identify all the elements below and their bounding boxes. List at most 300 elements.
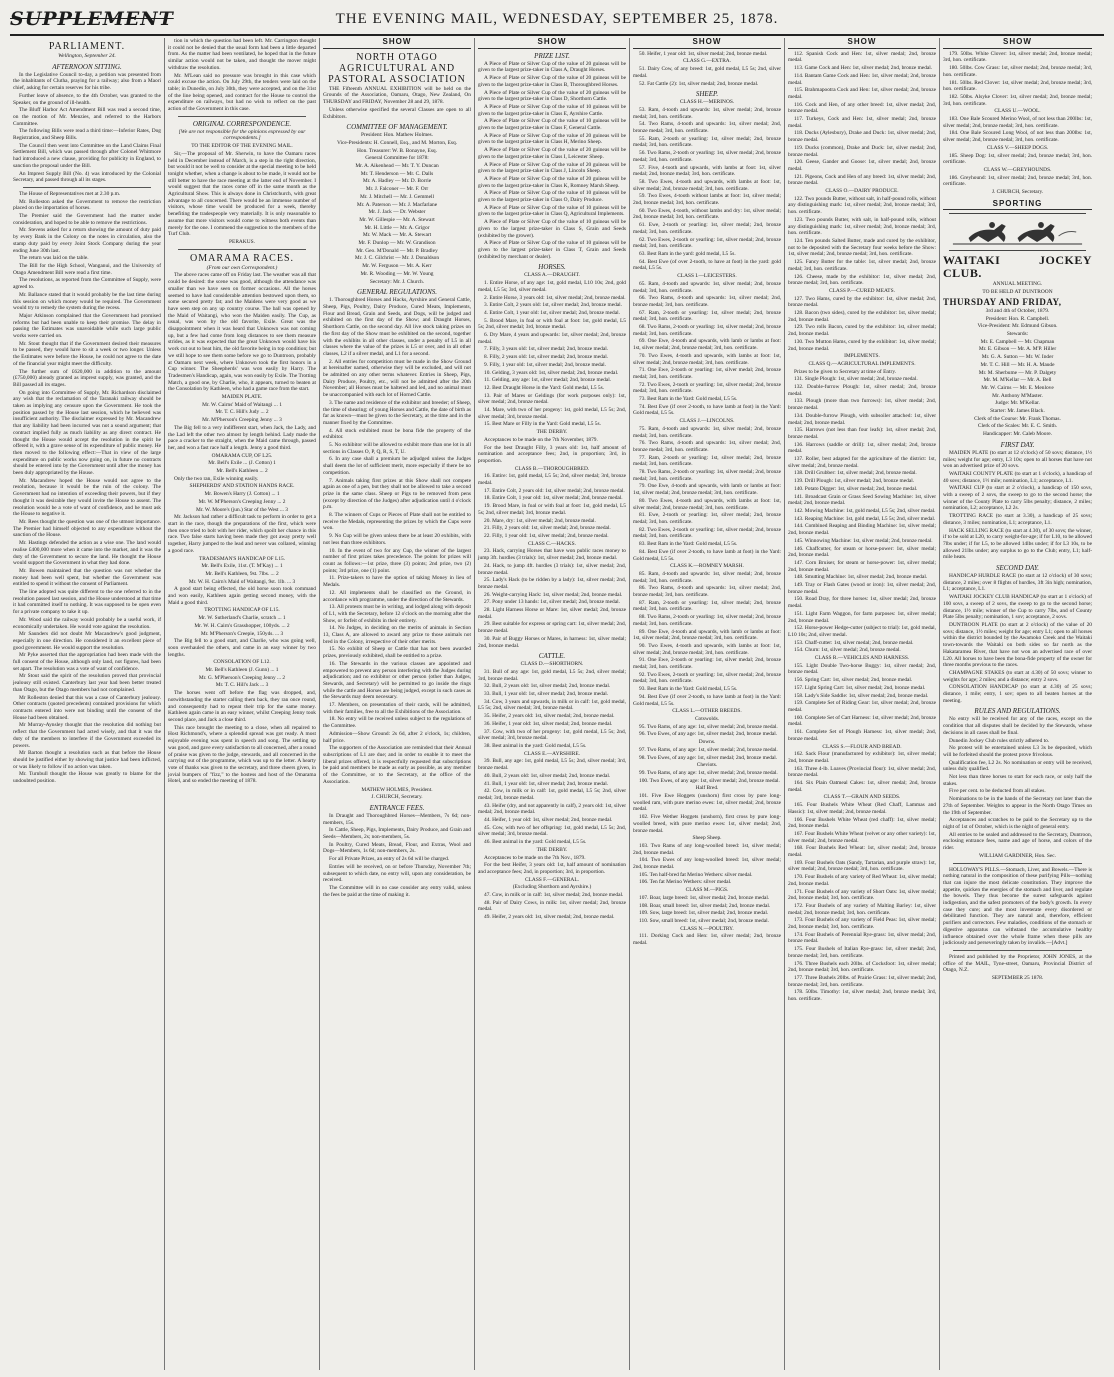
centered-line: TRADESMAN'S HANDICAP OF L15. [198,555,286,562]
centered-line: President: Hon. Mathew Holmes. [360,132,433,139]
centered-line: Mr. R. Wooding — Mr. W. Young [360,270,434,277]
centered-line: Mr. A. Hadley — Mr. D. Borrie [362,178,432,185]
paragraph: 24. Hack, to jump 4ft. hurdles (3 trials): 1st, silver medal; 2nd, bronze medal. [478,562,626,576]
paragraph: 141. Broadcast Grain or Grass Seed Sowing Machine: 1st, silver medal; 2nd, bronze medal. [788,493,936,507]
centered-line: CLASS G.—EXTRA. [682,58,732,65]
paragraph: 39. Bull, any age: 1st, gold medal, L5 5s; 2nd, silver medal; 3rd, bronze medal. [478,758,626,772]
paragraph: 133. Plough (more than two furrows): 1st, silver medal; 2nd, bronze medal. [788,398,936,412]
centered-line: Hon. Treasurer: W. B. Bonayne, Esq. [357,147,437,154]
centered-line: Stewards: [1006,330,1029,337]
subheading: SECOND DAY. [996,564,1039,573]
paragraph: A Piece of Plate or Silver Cup of the value of 10 guineas will be given to the largest prize-taker in Class E, Ayrshire Cattle. [478,103,626,117]
paragraph: 97. Two Rams, of any age: 1st, silver medal; 2nd, bronze medal. [639,746,778,753]
paragraph: 181. 50lbs. Red Clover: 1st, silver medal; 2nd, bronze medal; 3rd, hon. certificate. [943,79,1092,93]
paragraph: 150. Road Dray, for three horses: 1st, silver medal; 2nd, bronze medal. [788,596,936,610]
centered-line: 3rd and 4th of October, 1879. [985,307,1050,314]
paragraph: 4. Entire Colt, 1 year old: 1st, silver medal; 2nd, bronze medal. [484,309,620,316]
paragraph: 10. Gelding, 3 years old: 1st, silver medal; 2nd, bronze medal. [484,369,619,376]
paragraph: DUNTROON PLATE (to start at 2 o'clock) of the value of 20 sovs; distance, 1½ miles; weight for age; entry L1; open to all horses within the district bounded by the Awamoko Creek and the Waitaki town-towards the Waitaki on both sides so far north as the Hakataramea River, that have not won an advertised race of over L20. All horses to have been the bona-fide property of the owner for three months previous to the races. [943,622,1092,669]
paragraph: Acceptances and scratches to be paid to the Secretary up to the night of 1st of October, which is the night of general entry. [943,817,1092,830]
centered-line: CLASS V.—SHEEP DOGS. [986,144,1049,151]
paragraph: Mr. Rees thought the question was one of the utmost importance. The Premier had himself objected to any expenditure without the sanction of the House. [13,519,161,539]
paragraph: 140. Potato Digger: 1st, silver medal; 2nd, bronze medal. [794,485,918,492]
paragraph: Mr Stout said the spirit of the resolution proved that provincial jealousy still existed. Canterbury last year had been better treated than Otago, but the Otago members had not complained. [13,673,161,693]
paragraph: 171. Four Bushels of any variety of Short Oats: 1st, silver medal; 2nd, bronze medal; 3rd, hon. certificate. [788,888,936,902]
paragraph: Printed and published by the Proprietor, JOHN JONES, at the office of the MAIL, Tyne-street, Oamaru, Provincial District of Otago, N.Z. [943,953,1092,974]
centered-line: CLASS L.—OTHER BREEDS. [672,708,742,715]
paragraph: 52. Fat Cattle (2): 1st, silver medal; 2nd, bronze medal. [639,80,759,87]
paragraph: 47. Cow, in milk or in calf: 1st, silver medal; 2nd, bronze medal. [484,892,624,899]
column-6 [785,38,940,1370]
centered-line: WILLIAM GARDINER, Hon. Sec. [979,852,1056,859]
centered-line: J. CHURCH, Secretary. [991,189,1044,196]
subheading: GENERAL REGULATIONS. [356,288,438,297]
centered-line: Mr. G. M'Pherson's Creeping Jenny ... 2 [198,674,286,681]
paragraph: 3. Entire Colt, 2 years old: 1st, silver medal; 2nd, bronze medal. [484,302,623,309]
paragraph: Mr Rolleston denied that this was a case of Canterbury jealousy. Other contracts (quoted precedents) contained provisions for which contracts entered into were not binding until the consent of the House had been obtained. [13,694,161,721]
paragraph: Mr. Turnbull thought the House was greatly to blame for the undoubted position. [13,771,161,785]
paragraph: 142. Mowing Machine: 1st, gold medal, L5 5s; 2nd, silver medal. [794,508,936,514]
column-4 [475,38,630,1370]
paragraph: 40. Bull, 2 years old: 1st, silver medal; 2nd, bronze medal. [484,772,611,779]
paragraph: 81. Ewe, 2-tooth or yearling: 1st, silver medal; 2nd, bronze medal; 3rd, hon. certificate. [633,512,781,525]
column-heading: SHOW [943,38,1092,49]
paragraph: 91. One Ewe, 2-tooth or yearling: 1st, silver medal; 2nd, bronze medal; 3rd, hon. certificate. [633,657,781,671]
centered-line: Mr. W. Gillespie — Mr. A. Stewart [359,216,435,223]
paragraph: tion in which the question had been left. Mr. Carrington thought it could not be denied that the usual form had been a little departed from. As the matter had been ventilated, he hoped that in the future similar action would not be taken, and thought the mover might withdraw the resolution. [168,38,316,71]
paragraph: 120. Geese, Gander and Goose: 1st, silver medal; 2nd, bronze medal. [788,159,936,172]
paragraph: 88. Two Rams, 2-tooth or yearling: 1st, silver medal; 2nd, bronze medal; 3rd, hon. certificate. [633,614,781,627]
subheading: SHEEP. [695,90,719,99]
paragraph: Unless otherwise specified the several Classes are open to all Exhibitors. [323,106,471,120]
centered-line: Mr. M'Pherson's Creepie, 150yds. ... 3 [200,630,284,637]
subheading: ORIGINAL CORRESPONDENCE. [192,119,292,128]
paragraph: Mr Barton thought a resolution such as that before the House should be justified either by showing that justice had been inflicted, or was likely to follow if no action was taken. [13,750,161,770]
display-title: WAITAKI JOCKEY CLUB. [943,253,1092,281]
centered-line: Mr. W. M'Pherson's Creeping Jenny ... 2 [198,498,286,505]
centered-line: CLASS M.—PIGS. [685,887,729,894]
centered-line: Mr. W. Cairns' Maid of Waitangi ... 1 [202,401,282,408]
paragraph: 76. Two Rams, 4-tooth and upwards: 1st, silver medal; 2nd, bronze medal; 3rd, hon. certificate. [633,440,781,453]
subheading: AFTERNOON SITTING. [52,62,122,71]
paragraph: 107. Boar, large breed: 1st, silver medal; 2nd, bronze medal. [639,894,770,901]
paragraph: 184. One Bale Scoured Long Wool, of not less than 200lbs: 1st, silver medal; 2nd, bronze medal; 3rd, hon. certificate. [943,130,1092,144]
paragraph: 130. Two Mutton Hams, cured by the exhibitor: 1st, silver medal; 2nd, bronze medal. [788,338,936,352]
paragraph: 36. Heifer, 1 year old: 1st, silver medal; 2nd, bronze medal. [484,720,613,727]
paragraph: 42. Cow, in milk or in calf: 1st, gold medal, L5 5s; 2nd, silver medal; 3rd, bronze medal. [478,788,626,801]
paragraph: 14. Mare, with two of her progeny: 1st, gold medal, L5 5s; 2nd, silver medal; 3rd, bronze medal. [478,407,626,420]
paragraph: 10. In the event of two for any Cup, the winner of the largest number of first prizes takes precedence. The points for prizes will count as follows:—1st prize, three (3) points; 2nd prize, two (2) points; 3rd prize, one (1) point. [323,547,471,574]
centered-line: THE DERBY. [536,429,568,436]
paragraph: Nominations to be in the hands of the Secretary not later than the 27th of September. Weights to appear in the North Otago Times on the 19th of September. [943,796,1092,816]
centered-line: Sheep Sheep. [692,835,722,842]
centered-line: Mr. A. Paterson — Mr. J. Macfarlane [356,201,438,208]
paragraph: 22. Filly, 1 year old: 1st, silver medal; 2nd, bronze medal. [484,533,609,539]
paragraph: 7. Animals taking first prizes at this Show shall not compete again as one of a pen, but they shall not be allowed to take a second prize in the same class. Sheep or Pigs to be removed from pens (except by direction of the Judges) after adjudication until 4 o'clock p.m. [323,477,471,511]
paragraph: 69. One Ewe, 4-tooth and upwards, with lamb or lambs at foot: 1st, silver medal; 2nd, bronze medal; 3rd, hon. certificate. [633,338,781,352]
paragraph: Qualification fee, L2 2s. No nomination or entry will be received, unless duly qualified. [943,759,1092,773]
centered-line: CLASS J.—LINCOLNS. [679,418,735,425]
paragraph: 143. Reaping Machine: 1st, gold medal, L5 5s; 2nd, silver medal. [794,515,936,522]
centered-line: Mr. M. M'Kellar — Mr. A. Bell [983,377,1052,384]
paragraph: 126. Cheese, made by the exhibitor: 1st, silver medal; 2nd, bronze medal; 3rd, hon. certificate. [788,273,936,287]
centered-line: Mr. W. Cairns — Mr. E. Menlove [981,384,1054,391]
paragraph: 85. Ram, 4-tooth and upwards: 1st, silver medal; 2nd, bronze medal; 3rd, hon. certificate. [633,570,781,584]
paragraph: 62. Two Ewes, 2-tooth or yearling: 1st, silver medal; 2nd, bronze medal; 3rd, hon. certificate. [633,236,781,250]
paragraph: 108. Boar, small breed: 1st, silver medal; 2nd, bronze medal. [639,902,771,909]
paragraph: 70. Two Ewes, 4-tooth and upwards, with lambs at foot: 1st, silver medal; 2nd, bronze medal; 3rd, hon. certificate. [633,352,781,366]
paragraph: In Draught and Thoroughbred Horses—Members, 7s 6d; non-members, 15s. [323,812,471,826]
paragraph: 129. Two rolls Bacon, cured by the exhibitor: 1st, silver medal; 2nd, bronze medal. [788,324,936,338]
paragraph: 116. Cock and Hen, of any other breed: 1st, silver medal; 2nd, bronze medal. [788,101,936,115]
column-heading: SHOW [323,38,471,49]
paragraph: The resolutions, as reported from the Committee of Supply, were agreed to. [13,277,161,291]
paragraph: 92. Two Ewes, 2-tooth or yearling: 1st, silver medal; 2nd, bronze medal; 3rd, hon. certificate. [633,671,781,685]
paragraph: 114. Bantam Game Cock and Hen: 1st, silver medal; 2nd, bronze medal. [788,72,936,86]
paragraph: Dunedin Jockey Club rules strictly adhered to. [949,737,1050,744]
paragraph: 1. Entire Horse, of any age: 1st, gold medal, L10 10s; 2nd, gold medal, L5 5s; 3rd, silver medal. [478,280,626,293]
paragraph: 186. Greyhound: 1st, silver medal; 2nd, bronze medal; 3rd, hon. certificate. [943,174,1092,188]
centered-line: Mr. W. Moore's (jun.) Star of the West ... 3 [196,506,288,513]
paragraph: 38. Best animal in the yard: Gold medal, L5 5s. [484,742,587,749]
paragraph: 16. The Stewards in the various classes are appointed and empowered to prevent any person interfering with the Judges during adjudication; and no exhibitor or other person (other than Judges, Stewards, and Secretary) will be permitted to go inside the rings while the cattle and Horses are being judged, except in such cases as the Stewards may deem necessary. [323,660,471,701]
paragraph: 86. Two Rams, 4-tooth and upwards: 1st, silver medal; 2nd, bronze medal; 3rd, hon. certificate. [633,585,781,599]
paragraph: Major Atkinson complained that the Government had promised reforms but had been unable to keep their promise. The delay in passing the Estimates was unavoidable while such large public works were carried on. [13,312,161,340]
column-heading: SHOW [788,38,936,49]
centered-line: Mr. T. C. Hill's Judy ... 2 [215,409,269,416]
column-rule [178,116,306,117]
paragraph: 9. No Cup will be given unless there be at least 20 exhibits, with not less than three exhibitors. [323,533,471,546]
paragraph: An Imprest Supply Bill (No. 4) was introduced by the Colonial Secretary, and passed through all its stages. [13,170,161,184]
paragraph: 2. Entire Horse, 3 years old: 1st, silver medal; 2nd, bronze medal. [484,294,626,301]
paragraph: 157. Light Spring Cart: 1st, silver medal; 2nd, bronze medal. [794,684,926,691]
paragraph: For the best Draught Filly, 3 years old: 1st, half amount of nomination and acceptance fees; 2nd, in proportion; 3rd, in proportion. [478,444,626,464]
paragraph: 26. Weight-carrying Hack: 1st, silver medal; 2nd, bronze medal. [484,591,623,598]
paragraph: For the best Heifer, 3 years old: 1st, half amount of nomination and acceptance fees; 2nd, in proportion; 3rd, in proportion. [478,862,626,875]
paragraph: In the Legislative Council to-day, a petition was presented from the inhabitants of Clutha, praying for a railway; also from a Maori chief, asking for certain reserves for his tribe. [13,71,161,92]
paragraph: 23. Hack, carrying Horses that have won public races money to jump 3ft. hurdles (3 trials): 1st, silver medal; 2nd, bronze medal. [478,548,626,562]
paragraph: The following Bills were read a third time:—Inferior Rates, Dog Registration, and Sheep Bills. [13,128,161,142]
paragraph: 13. Pair of Mares or Geldings (for work purposes only): 1st, silver medal; 2nd, bronze medal. [478,392,626,406]
centered-line: Mr. Bell's Kathleen (J. Gunn) ... 1 [205,667,279,674]
paragraph: 124. Ten pounds Salted Butter, made and cured by the exhibitor, not to be deposited with the Secretary four weeks before the Show: 1st, silver medal; 2nd, bronze medal; 3rd, hon. certificate. [788,237,936,258]
paragraph: 57. Five, 4-tooth and upwards, with lambs at foot: 1st, silver medal; 2nd, bronze medal; 3rd, hon. certificate. [633,164,781,178]
paragraph: This race brought the meeting to a close, when all repaired to Host Richmond's, where a splendid spread was got ready. A most enjoyable evening was spent in speech and song. The settling up was good, and gave every satisfaction to all concerned, after a round of praise was given to the judge, stewards, and all concerned in the carrying out of the programme, which was up to the letter. A hearty vote of thanks was given to the secretary, and three cheers given, in jovial bumpers of "fizz," to the hostess and host of the Omarama Hotel, and so ended the meeting of 1878. [168,724,316,785]
paragraph: 15. Best Mare or Filly in the Yard: Gold medal, L5 5s. [484,421,601,428]
centered-line: CLASS D.—SHORTHORN. [520,661,584,668]
dateline: [We are not responsible for the opinions expressed by our correspondents.] [178,128,306,142]
centered-line: Vice-President: Mr. Edmund Gibson. [977,323,1058,330]
paragraph: 125. Fancy Butter for the table: 1st, silver medal; 2nd, bronze medal; 3rd, hon. certificate. [788,259,936,272]
paragraph: The Premier said the Government had the matter under consideration, and hoped to be able to remove the restrictions. [13,213,161,226]
paragraph: 78. Two Rams, 2-tooth or yearling: 1st, silver medal; 2nd, bronze medal; 3rd, hon. certificate. [633,469,781,482]
column-rule [23,187,151,188]
centered-line: Mr. T. C. Hill — Mr. H. A. Maude [980,361,1055,368]
centered-line: Secretary: Mr. J. Church. [369,278,425,285]
dateline: Wellington, September 24. [58,53,116,59]
paragraph: 110. Sow, small breed: 1st, silver medal; 2nd, bronze medal. [639,917,769,924]
paragraph: 87. Ram, 2-tooth or yearling: 1st, silver medal; 2nd, bronze medal; 3rd, hon. certificate. [633,599,781,613]
paragraph: 6. Dry Mare, 4 years and upwards: 1st, silver medal; 2nd, bronze medal. [478,332,626,345]
paragraph: Prizes to be given to Secretary at time of Entry. [794,368,897,375]
centered-line: CLASS U.—WOOL. [994,108,1041,115]
paragraph: 95. Two Rams, of any age: 1st, silver medal; 2nd, bronze medal. [639,723,778,730]
centered-line: CLASS O.—DAIRY PRODUCE. [825,188,899,195]
paragraph: 43. Heifer (dry, and not apparently in calf), 2 years old: 1st, silver medal; 2nd, bronze medal. [478,802,626,816]
paragraph: 18. No entry will be received unless subject to the regulations of the Committee. [323,716,471,730]
centered-line: Mr. Bell's Exile ... (J. Cotton) 1 [208,460,276,467]
paragraph: 73. Best Ram in the Yard: Gold medal, L5 5s. [639,396,738,403]
column-3 [320,38,475,1370]
paragraph: 159. Complete Set of Riding Gear: 1st, silver medal; 2nd, bronze medal. [788,700,936,713]
centered-line: Mr. W. H. Cairn's Maid of Waitangi, 9st. 1lb. ... 3 [188,578,296,585]
subheading: COMMITTEE OF MANAGEMENT. [346,123,448,132]
paragraph: CHAMPAGNE STAKES (to start at 4.30) of 50 sovs; winner to weights for age; 2 miles; and a distance; entry 2 sovs. [943,669,1092,683]
paragraph: Mr Murray-Aynsley thought that the resolution did nothing but reflect that the Government had acted wisely, and that it was the duty of the members to interfere if the Government exceeded its powers. [13,722,161,749]
paragraph: 50. Heifer, 1 year old: 1st, silver medal; 2nd, bronze medal. [639,50,768,57]
paragraph: 98. Two Ewes, of any age: 1st, silver medal; 2nd, bronze medal. [639,754,778,761]
paragraph: 3. The name and residence of the exhibitor and breeder; of Sheep, the time of shearing; of young Horses and Cattle, the date of birth as far as known—must be given to the Secretary, at the time and in the manner fixed by the Committee. [323,399,471,426]
centered-line: CLASS S.—FLOUR AND BREAD. [822,743,902,750]
paragraph: 165. Four Bushels White Wheat (Red Chaff, Lammas and Hassic): 1st, silver medal; 2nd, bronze medal. [788,802,936,815]
paragraph: 155. Light Double Two-horse Buggy: 1st, silver medal; 2nd, bronze medal. [788,662,936,676]
paragraph: In Cattle, Sheep, Pigs, Implements, Dairy Produce, and Grain and Seeds—Members, 2s; non-members, 5s. [323,827,471,841]
paragraph: 55. Ram, 2-tooth or yearling: 1st, silver medal; 2nd, bronze medal; 3rd, hon. certificate. [633,135,781,149]
centered-line: Clerk of the Course: Mr. Frank Thomas. [974,415,1061,422]
paragraph: 160. Complete Set of Cart Harness: 1st, silver medal; 2nd, bronze medal. [788,714,936,728]
paragraph: Mr. Ballance stated that it would probably be the last time during this session on which money would be required. The Government would try to remedy the system during the recess. [13,291,161,312]
column-heading: SHOW [478,38,626,49]
paragraph: 1. Thoroughbred Horses and Hacks, Ayrshire and General Cattle, Sheep, Pigs, Poultry, Dairy Produce, Cured Meats, Implements, Flour and Bread, Grain and Seeds, and Dogs, will be judged and exhibited on the first day of the Show; and Draught Horses, Shorthorn Cattle, on the second day. All live stock taking prizes on the first day of the Show must be exhibited on the second, together with the exhibits in all other classes, under a penalty of L5 in all classes where the value of the prizes is L5 or over, and in all other classes, L2 if a silver medal, and L1 for a second. [323,297,471,357]
paragraph: A Piece of Plate or Silver Cup of the value of 20 guineas will be given to the largest prize-taker in Class D, Shorthorn Cattle. [478,89,626,103]
paragraph: 33. Bull, 1 year old: 1st, silver medal; 2nd, bronze medal. [484,691,609,698]
paragraph: 56. Two Rams, 2-tooth or yearling: 1st, silver medal; 2nd, bronze medal; 3rd, hon. certificate. [633,150,781,163]
paragraph: 19. Brood Mare, in foal or with foal at foot: 1st, gold medal, L5 5s; 2nd, silver medal; 3rd, bronze medal. [478,503,626,516]
paragraph: 11. Gelding, any age: 1st, silver medal; 2nd, bronze medal. [484,377,612,384]
paragraph: 32. Bull, 2 years old: 1st, silver medal; 2nd, bronze medal. [484,683,611,690]
centered-line: Mr. E. Campbell — Mr. Chapman [980,338,1055,345]
paragraph: The House of Representatives met at 2.30 p.m. [19,190,121,197]
paragraph: 177. Three Bushels 20lbs. of Prairie Grass: 1st, silver medal; 2nd, bronze medal; 3rd, hon. certificate. [788,975,936,988]
paragraph: 60. Two Ewes, 4-tooth, without lambs and dry: 1st, silver medal; 2nd, bronze medal; 3rd, hon. certificate. [633,207,781,221]
centered-line: CLASS C.—HACKS. [527,540,577,547]
paragraph: Mr. Bowen maintained that the question was not whether the money had been well spent, but whether the Government was entitled to spend it without the consent of Parliament. [13,567,161,588]
centered-line: CLASS B.—THOROUGHBRED. [514,465,590,472]
paragraph: The Bluff Harbor Act Amendment Bill was read a second time, on the motion of Mr. Menzies, and referred to the Harbors Committee. [13,107,161,127]
subheading: PRIZE LIST. [534,51,570,60]
paragraph: 67. Ram, 2-tooth or yearling: 1st, silver medal; 2nd, bronze medal; 3rd, hon. certificate. [633,309,781,323]
paragraph: The Bill for the High School, Wanganui, and the University of Otago Amendment Bill were read a first time. [13,262,161,276]
paragraph: 101. Five Ewe Hoggets (unshorn) first cross by pure long-woolled ram, with pure merino ewes: 1st, silver medal; 2nd, bronze medal. [633,793,781,813]
paragraph: 154. Churn: 1st, silver medal; 2nd, bronze medal. [794,647,901,654]
paragraph: 82. Two Ewes, 2-tooth or yearling: 1st, silver medal; 2nd, bronze medal; 3rd, hon. certificate. [633,526,781,540]
paragraph: 119. Ducks (common), Drake and Duck: 1st, silver medal; 2nd, bronze medal. [788,144,936,158]
paragraph: 25. Lady's Hack (to be ridden by a lady): 1st, silver medal; 2nd, bronze medal. [478,577,626,590]
paragraph: 12. Best Draught Horse in the Yard: Gold medal, L5 5s. [484,384,605,391]
paragraph: A good start being effected, the old horse soon took command and won easily, Kathleen again getting second money, with the Maid a good third. [168,586,316,606]
centered-line: Mr. J. Mitchell — Mr. J. Gemmell [360,193,434,200]
paragraph: 35. Heifer, 2 years old: 1st, silver medal; 2nd, bronze medal. [484,713,615,720]
paragraph: 162. Sack Flour (manufactured by exhibitor): 1st, silver medal; 2nd, bronze medal. [788,751,936,764]
centered-line: Mr. W. Mack — Mr. A. Stewart [362,232,432,239]
centered-line: Vice-Presidents: H. Connell, Esq., and M. Morton, Esq. [336,139,458,146]
centered-line: CLASS I.—LEICESTERS. [677,273,737,280]
paragraph: 34. Cow, 3 years and upwards, in milk or in calf: 1st, gold medal, L5 5s; 2nd, silver medal; 3rd, bronze medal. [478,698,626,712]
centered-line: CLASS Q.—AGRICULTURAL IMPLEMENTS. [808,360,916,367]
subheading: HORSES. [538,263,566,272]
column-heading: SPORTING [943,200,1092,211]
section-heading: OMARAMA RACES. [189,252,295,264]
section-heading: PARLIAMENT. [48,41,126,52]
paragraph: 61. Ewe, 2-tooth or yearling: 1st, silver medal; 2nd, bronze medal; 3rd, hon. certificate. [633,222,781,235]
paragraph: 100. Two Ewes, of any age: 1st, silver medal; 2nd, bronze medal. [639,777,780,784]
paragraph: 7. Filly, 3 years old: 1st, silver medal; 2nd, bronze medal. [484,346,609,353]
paragraph: 104. Two Ewes of any long-woolled breed: 1st, silver medal; 2nd, bronze medal. [633,857,781,871]
centered-line: THE DERBY. [536,846,568,853]
paragraph: 13. All protests must be in writing, and lodged along with deposit of L1, with the Secretary, before 12 o'clock on the morning after the Show, or forfeit of exhibits in their entirety. [323,604,471,624]
paragraph: 2. All entries for competition must be made in the Show Ground at hereinafter named, otherwise they will be excluded, and will not be admitted on any other terms whatever. Entries in Sheep, Pigs, Dairy Produce, Poultry, etc., will not be admitted after the 20th November; all Horses must be haltered and led, and no animal must be unaccompanied with each lot of Horned Cattle. [323,358,471,399]
paragraph: 5. No exhibitor will be allowed to exhibit more than one lot in all sections in Classes O, P, Q, R, S, T, U. [323,442,471,455]
paragraph: 144. Combined Reaping and Binding Machine: 1st, silver medal; 2nd, bronze medal. [788,523,936,537]
paragraph: A Piece of Plate or Silver Cup of the value of 10 guineas will be given to the largest prize-taker in Class O, Dairy Produce. [478,190,626,204]
paragraph: 136. Harrows (saddle or drill): 1st, silver medal; 2nd, bronze medal. [788,441,936,455]
centered-line: President: Hon. R. Campbell. [985,315,1050,322]
column-2 [165,38,320,1370]
paragraph: 65. Ram, 4-tooth and upwards: 1st, silver medal; 2nd, bronze medal; 3rd, hon. certificate. [633,280,781,294]
section-heading: NORTH OTAGO AGRICULTURAL AND PASTORAL ASSOCIATION [328,51,466,85]
paragraph: 49. Heifer, 2 years old: 1st, silver medal; 2nd, bronze medal. [484,914,615,921]
paragraph: 20. Mare, dry: 1st, silver medal; 2nd, bronze medal. [484,517,596,524]
centered-line: OMARAMA CUP, OF L25. [211,452,273,459]
paragraph: 74. Best Ewe (if over 2-tooth, to have lamb at foot) in the Yard: Gold medal, L5 5s. [633,403,781,417]
paragraph: CONSOLATION HANDICAP (to start at 4.30) of 25 sovs; distance, 1 mile; entry, 1 sov; open to all beaten horses at the meeting. [943,684,1092,704]
paragraph: 182. 50lbs. Alsyke Clover: 1st, silver medal; 2nd, bronze medal; 3rd, hon. certificate. [943,93,1092,107]
paragraph: Mr. Stout thought that if the Government desired their measures to be passed, they would have to sit a week or two longer. Unless the Estimates were before the House, he could not agree to the date of the financial year might meet the difficulty. [13,340,161,367]
paragraph: On going into Committee of Supply, Mr. Richardson disclaimed any wish that the reclamation of the Taranaki railway should be taken as implying any censure upon the Government. He took the position passed by the House last session, which he believed was insufficient authority. The disclaimer expressed by Mr. Macandrew that any liability had been incurred was not a sound argument; that contract implied fully as much liability as any direct contract. He thought the House would accept the resolution in the spirit he offered it, with a grave sense of its expenditure of public money. He then moved to the following effect:—That in view of the large expenditure on public works now going on, in future no contracts should be entered into by the Government until after the money has been duly appropriated by the House. [13,389,161,477]
paragraph: 139. Drill Plough: 1st, silver medal; 2nd, bronze medal. [794,478,915,485]
centered-line: PERAKUS. [229,238,255,245]
centered-line: Mr. E. Gibson — Mr. A. M'P. Hiller [978,346,1057,353]
paragraph: 156. Spring Cart: 1st, silver medal; 2nd, bronze medal. [794,677,913,684]
paragraph: 172. Four Bushels of any variety of Malting Barley: 1st, silver medal; 2nd, bronze medal; 3rd, hon. certificate. [788,902,936,916]
paragraph: 53. Ram, 4-tooth and upwards: 1st, silver medal; 2nd, bronze medal; 3rd, hon. certificate. [633,106,781,120]
paragraph: 103. Two Rams of any long-woolled breed: 1st, silver medal; 2nd, bronze medal. [633,842,781,856]
subheading: ENTRANCE FEES. [369,803,425,812]
paragraph: 185. Sheep Dog: 1st, silver medal; 2nd, bronze medal; 3rd, hon. certificate. [943,152,1092,166]
paragraph: Mr. Macandrew hoped the House would not agree to the resolution, because it would be the ruin of the colony. The Government had no intention of exceeding their powers, but if they thought it was desirable they would invite the House to assent. The resolution would be a vote of want of confidence, and he must ask the House to negative it. [13,477,161,518]
paragraph: 158. Lady's Side Saddle: 1st, silver medal; 2nd, bronze medal. [794,692,929,699]
centered-line: CLASS H.—MERINOS. [679,99,735,106]
display-line: THURSDAY AND FRIDAY, [943,296,1062,307]
paragraph: Acceptances to be made on the 7th Nov., 1879. [484,854,586,861]
column-5 [630,38,785,1370]
paragraph: Only the two ran, Exile winning easily. [174,475,259,482]
centered-line: CLASS R.—VEHICLES AND HARNESS. [814,655,910,662]
paragraph: 180. 50lbs. Cow Grass: 1st, silver medal; 2nd, bronze medal; 3rd, hon. certificate. [943,65,1092,78]
paragraph: 63. Best Ram in the yard: gold medal, L5 5s. [639,250,736,257]
centered-line: Mr. T. C. Hill's Jack ... 3 [215,682,269,689]
paragraph: 128. Bacon (two sides), cured by the exhibitor: 1st, silver medal; 2nd, bronze medal. [788,310,936,323]
centered-line: Clerk of the Scales: Mr. E. C. Smith. [977,423,1058,430]
paragraph: A Piece of Plate or Silver Cup of the value of 10 guineas will be given to the largest prize-taker in Class T, Grain and Seeds (exhibited by merchant or dealer). [478,240,626,260]
centered-line: Mr. Geo. M'Donald — Mr. P. Bradley [356,247,438,254]
centered-line: J. CHURCH, Secretary. [371,794,423,801]
paragraph: 148. Smutting Machine: 1st, silver medal; 2nd, bronze medal. [794,574,928,581]
centered-line: Handicapper: Mr. Caleb Moore. [982,431,1052,438]
paragraph: 58. Two Ewes, 4-tooth and upwards, with lambs at foot: 1st, silver medal; 2nd, bronze medal; 3rd, hon. certificate. [633,178,781,192]
racehorse-engraving [949,213,1086,251]
subheading: CATTLE. [538,652,566,661]
paragraph: 77. Ram, 2-tooth or yearling: 1st, silver medal; 2nd, bronze medal; 3rd, hon. certificate. [633,454,781,468]
newspaper-dateline: THE EVENING MAIL, WEDNESDAY, SEPTEMBER 25, 1878. [335,11,779,27]
paragraph: 8. The winners of Cups or Pieces of Plate shall not be entitled to receive the Medals, representing the prizes by which the Cups were won. [323,512,471,532]
paragraph: The return was laid on the table. [19,255,89,262]
centered-line: Mr. G. A. Sutton — Mr. W. Inder [981,354,1054,361]
paragraph: 123. Two pounds Butter, with salt, in half-pound rolls, without any distinguishing mark: 1st, silver medal; 2nd, bronze medal; 3rd, hon. certificate. [788,216,936,237]
paragraph: 137. Roller, best adapted for the agriculture of the district: 1st, silver medal; 2nd, bronze medal. [788,456,936,469]
paragraph: The Council then went into Committee on the Land Claims Final Settlement Bill, which was passed through after Colonel Whitmore had introduced a new clause, providing for publicity in England, to sanction the proposal under the Bill. [13,142,161,169]
paragraph: 179. 50lbs. White Clover: 1st, silver medal; 2nd, bronze medal; 3rd, hon. certificate. [943,50,1092,64]
centered-line: CLASS A.—DRAUGHT. [524,272,580,279]
paragraph: 138. Drill Grubber: 1st, silver medal; 2nd, bronze medal. [794,470,917,477]
centered-line: Mr. Bowen's Harry (J. Cotton) ... 1 [204,491,280,498]
paragraph: Mr. M'Lean said no pressure was brought in this case which could excuse the action. On July 29th, the tenders were laid on the table; in Dunedin, on July 30th, they were accepted, and on the 31st of the line being opened, and contract for the House to control the expenditure on railways, but had no wish to reflect on the past action of the Government in this case. [168,72,316,113]
paragraph: HACK SELLING RACE (to start at 4.30), of 30 sovs; the winner, if to be sold at L20, to carry weight-for-age; if for L10, to be allowed 7lbs under; if for L5, to be allowed 14lbs under; if for L3 10s, to be allowed 21lbs under; any surplus to go to the Club; entry, L1; half-mile heats. [943,527,1092,561]
paragraph: 54. Two Rams, 4-tooth and upwards: 1st, silver medal; 2nd, bronze medal; 3rd, hon. certificate. [633,121,781,135]
paragraph: 93. Best Ram in the Yard: Gold medal, L5 5s. [639,686,738,693]
paragraph: 111. Dorking Cock and Hen: 1st, silver medal; 2nd, bronze medal. [633,933,781,947]
paragraph: 121. Pigeons, Cock and Hen of any breed: 1st, silver medal; 2nd, bronze medal. [788,173,936,187]
column-rule [953,950,1082,951]
paragraph: 163. Three 4-lb. Loaves (Provincial flour): 1st, silver medal; 2nd, bronze medal. [788,765,936,779]
centered-line: CLASS E.—AYRSHIRE. [524,750,580,757]
centered-line: Mr. T. Henderson — Mr. C. Dalls [360,170,434,177]
paragraph: A Piece of Plate or Silver Cup of the value of 20 guineas will be given to the largest prize-taker in Class H, Merino Sheep. [478,132,626,146]
paragraph: MAIDEN PLATE (to start at 12 o'clock) of 50 sovs; distance, 1½ miles; weight for age; entry, L3 10s; open to all horses that have not won an advertised prize of 20 sovs. [943,449,1092,470]
paragraph: 145. Winnowing Machine: 1st, silver medal; 2nd, bronze medal. [794,537,933,544]
paragraph: THE Fifteenth ANNUAL EXHIBITION will be held on the Grounds of the Association, Oamaru, Otago, New Zealand, On THURSDAY and FRIDAY, November 28 and 29, 1878. [323,85,471,106]
paragraph: 102. Five Wether Hoggets (unshorn), first cross by pure long-woolled breed, with pure merino ewes: 1st, silver medal; 2nd, bronze medal. [633,814,781,834]
paragraph: 68. Two Rams, 2-tooth or yearling: 1st, silver medal; 2nd, bronze medal; 3rd, hon. certificate. [633,324,781,337]
column-rule [953,863,1082,864]
paragraph: 51. Dairy Cow, of any breed: 1st, gold medal, L5 5s; 2nd, silver medal. [633,66,781,79]
paragraph: 122. Two pounds Butter, without salt, in half-pound rolls, without any distinguishing mark: 1st, silver medal; 2nd, bronze medal; 3rd, hon. certificate. [788,195,936,216]
paragraph: 105. Ten half-bred fat Merino Wethers: silver medal. [639,871,753,878]
paragraph: The Committee will in no case consider any entry valid, unless the fees be paid at the time of making it. [323,884,471,898]
paragraph: 106. Ten fat Merino Wethers: silver medal. [639,879,732,886]
centered-line: Starter: Mr. James Black. [990,408,1045,415]
paragraph: Admission—Show Ground: 2s 6d, after 2 o'clock, 1s; children, half price. [323,730,471,744]
paragraph: 80. Two Ewes, 4-tooth and upwards, with lambs at foot: 1st, silver medal; 2nd, bronze medal; 3rd, hon. certificate. [633,497,781,511]
paragraph: Entries will be received, on or before Thursday, November 7th; subsequent to which date, no entry will, upon any consideration, be received. [323,863,471,884]
paragraph: 134. Double-furrow Plough, with subsoiler attached: 1st, silver medal; 2nd, bronze medal. [788,412,936,426]
paragraph: The Big fell to a very indifferent start, when Jack, the Lady, and the Lad left the other two almost by length behind. Lady made the pace a cracker to the straight, when the Maid came through, passed her, and won a fast race half a length. Jenny a good third. [168,424,316,451]
centered-line: Mr. Bell's Exile, 11st. (T. M'Kay) ... 1 [201,563,283,570]
paragraph: 44. Heifer, 1 year old: 1st, silver medal; 2nd, bronze medal. [484,817,613,824]
centered-line: CLASS K.—ROMNEY MARSH. [670,563,744,570]
centered-line: Mr. Anthony M'Master. [992,392,1043,399]
centered-line: (Excluding Shorthorn and Ayrshire.) [512,884,592,891]
paragraph: 183. One Bale Scoured Merino Wool, of not less than 200lbs: 1st, silver medal; 2nd, bronze medal; 3rd, hon. certificate. [943,116,1092,129]
paragraph: A Piece of Plate or Silver Cup of the value of 20 guineas will be given to the largest prize-taker in Class K, Romney Marsh Sheep. [478,175,626,189]
column-7 [940,38,1095,1370]
paragraph: 146. Chaffcutter, for steam or horse-power: 1st, silver medal; 2nd, bronze medal. [788,545,936,559]
paragraph: 46. Best animal in the yard: Gold medal, L5 5s. [484,839,587,846]
paragraph: 27. Pony under 13 hands: 1st, silver medal; 2nd, bronze medal. [484,599,620,606]
column-rule [178,249,306,250]
paragraph: 149. Tray or Flash Gates (wood or iron): 1st, silver medal; 2nd, bronze medal. [788,582,936,595]
paragraph: 132. Double-furrow Plough: 1st, silver medal; 2nd, bronze medal. [788,384,936,397]
